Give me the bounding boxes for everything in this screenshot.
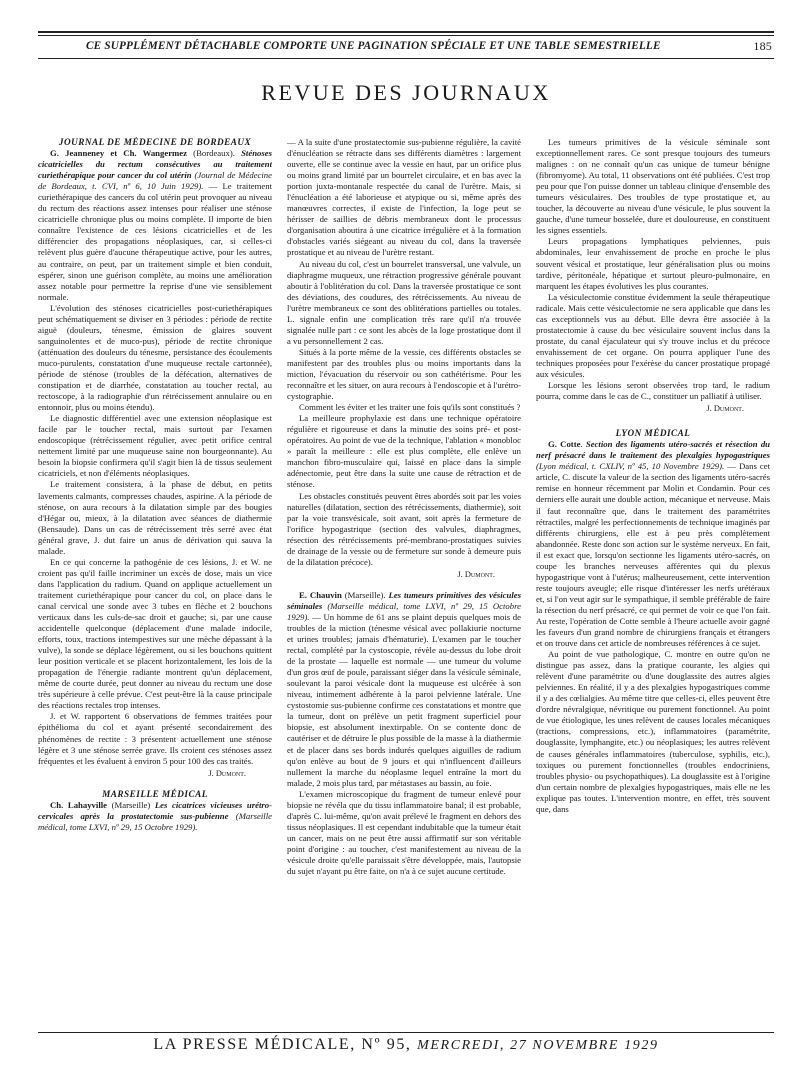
page-number: 185 [753,39,772,53]
article-1-source: (Journal de Médecine de Bordeaux, t. CVI, nº 6, 10 Juin 1929). [38,170,272,192]
article-3-paragraph: Leurs propagations lymphatiques pelviennes, puis abdominales, leur envahissement de proche en proche le plus souvent vésical et prostatique, leur généralisation plus ou moins tardive, péritonéale, hépatique et surtout pleuro-pulmonaire, en marquent les étapes évolutives les plus courantes. [536,236,770,291]
article-4-title: Section des ligaments utéro-sacrés et résection du nerf présacré dans le traitement des plexalgies hypogastriques [536,439,770,461]
article-1-intro [38,148,272,303]
article-1-paragraph: Le traitement consistera, à la phase de début, en petits lavements calmants, compresses chaudes, aspirine. A la période de sténose, on aura recours à la dilatation simple par des bougies d'Hégar ou, mieux, à la dilatation avec séances de diathermie (Bensaude). Dans un cas de rétrécissement très serré avec état général grave, J. dut faire un anus de dérivation qui sauva la malade. [38,479,272,556]
page-title: REVUE DES JOURNAUX [261,80,551,105]
article-4-place: . [580,439,586,450]
article-4-source: (Lyon médical, t. CXLIV, nº 45, 10 Novembre 1929). [536,461,725,472]
section-heading-lyon: LYON MÉDICAL [615,428,691,439]
header-rule-top-thin [38,35,774,36]
article-2-paragraph: Les obstacles constitués peuvent êtres abordés soit par les voies naturelles (dilatation, section des rétrécissements, diathermie), soit par la voie transvésicale, soit avant, soit après la fermeture de l'orifice hypogastrique (section des valvules, diaphragmes, résection des rétrécissements pré-membrano-prostatiques suivies de drainage de la vessie ou de fermeture sur sonde à demeure puis de la dilatation précoce). [287,490,521,567]
article-1-paragraph: Le diagnostic différentiel avec une extension néoplasique est facile par le toucher rectal, mais surtout par l'examen endoscopique (rétrécissement régulier, avec petit orifice central nettement limité par une muqueuse saine non bourgeonnante). Au besoin la biopsie confirmera qu'il s'agit bien là de tissus seulement cicatriciels, et non d'éléments néoplasiques. [38,413,272,479]
article-3-paragraph: Lorsque les lésions seront observées trop tard, le radium pourra, comme dans le cas de C., constituer un palliatif à utiliser. [536,380,770,402]
header-rule-bottom [38,58,774,59]
column-2 [287,137,521,1030]
article-3-source: (Marseille médical, tome LXVI, nº 29, 15 Octobre 1929). [287,600,521,622]
article-2-intro [38,800,272,833]
article-2-title: Les cicatrices vicieuses urétro-cervicales après la prostatectomie sus-pubienne [38,799,272,821]
article-2-paragraph: Situés à la porte même de la vessie, ces différents obstacles se manifestent par des troubles plus ou moins importants dans la miction, l'évacuation du réservoir ou son cathétérisme. Pour les reconnaître et les situer, on aura recours à l'endoscopie et à l'urétro-cystographie. [287,346,521,402]
article-1-paragraph: — Le traitement curiethérapique des cancers du col utérin peut provoquer au niveau du rectum des réactions assez intenses pour réaliser une sténose cicatricielle chronique plus ou moins complète. Il importe de bien connaître l'existence de ces lésions cicatricielles et de les différencier des propagations néoplasiques, car, si celles-ci relèvent plus guère d'aucune thérapeutique active, pour les autres, au contraire, on peut, par un traitement simple et bien conduit, espérer, sinon une guérison complète, au moins une amélioration assez notable pour permettre la reprise d'une vie sensiblement normale. [38,181,272,302]
article-2-paragraph: Au niveau du col, c'est un bourrelet transversal, une valvule, un diaphragme muqueux, une rétraction progressive générale pouvant aboutir à l'oblitération du col. Dans la traversée prostatique ce sont des déviations, des coudures, des rétrécissements. Au niveau de l'urètre membraneux ce sont des oblitérations partielles ou totales. L. signale enfin une complication très rare qu'il n'a trouvée signalée nulle part : ce sont les abcès de la loge prostatique dont il a vu personnellement 2 cas. [287,258,521,346]
article-1-place: (Bordeaux). [187,148,242,159]
article-4-paragraph: — Dans cet article, C. discute la valeur de la section des ligaments utéro-sacrés remise en honneur récemment par Molin et Condamin. Pour ces derniers elle aurait une double action, mécanique et nerveuse. Mais il faut reconnaître que, dans le traitement des paramétrites rétractiles, malgré les perfectionnements de technique imaginés par différents chirurgiens, elle est à peu près complètement abandonnée. Reste donc son action sur le système nerveux. En fait, il est exact que, lorsqu'on sectionne les ligaments utéro-sacrés, on coupe les branches nerveuses afférentes qui du plexus hypogastrique vont à l'utérus; malheureusement, cette intervention reste toujours aveugle; elle risque d'intéresser les nerfs urétéraux et, si l'on veut agir sur le sympathique, il semble préférable de faire la résection du nerf présacré, ce qui permet de voir ce que l'on fait. Au reste, l'opération de Cotte semble à l'heure actuelle avoir gagné les faveurs d'un grand nombre de chirurgiens français et étrangers et on trouve dans cet article de nombreuses références à ce sujet. [536,461,770,649]
footer-journal: LA PRESSE MÉDICALE, Nº 95, [153,1036,418,1053]
article-3-paragraph: Les tumeurs primitives de la vésicule séminale sont exceptionnellement rares. Ce sont presque toujours des tumeurs malignes : on ne connaît qu'un cas unique de tumeur bénigne (fibromyome). Au total, 11 observations ont été publiées. C'est trop peu pour que l'on puisse donner un tableau clinique d'ensemble des tumeurs vésiculaires. Des troubles de type prostatique et, au toucher, la découverte au niveau d'une vésicule, le plus souvent la gauche, d'une tumeur bosselée, dure et douloureuse, en constituent les signes essentiels. [536,137,770,236]
article-3-paragraph: — Un homme de 61 ans se plaint depuis quelques mois de troubles de la miction (ténesme vésical avec pollakiurie nocturne et urines troubles; jamais d'hématurie). L'examen par le toucher rectal, complété par la cystoscopie, révèle au-dessus du lobe droit de la prostate — laquelle est normale — une tumeur du volume d'un gros œuf de poule, paraissant siéger dans la vésicule séminale, soulevant la paroi vésicale dont la muqueuse est ulcérée à son niveau, intimement adhérente à la paroi pelvienne latérale. Une cystostomie sus-pubienne confirme ces constatations et montre que la tumeur, dont on prélève un petit fragment superficiel pour biopsie, est absolument inextirpable. On se contente donc de cautériser et de détruire le plus possible de la masse à la diathermie et de placer dans ses bords indurés quelques aiguilles de radium qu'on enlève au bout de 9 jours et qui n'influencent d'ailleurs nullement la marche du néoplasme lequel entraîne la mort du malade, 2 mois plus tard, par métastases au bassin, au foie. [287,611,521,788]
article-3-place: (Marseille). [341,589,389,600]
article-1-signature: J. Dumont. [208,768,246,778]
column-1 [38,137,272,1030]
article-4-intro [536,439,770,649]
article-4-authors: G. Cotte [548,439,581,450]
column-3 [536,137,770,1030]
article-1-paragraph: En ce qui concerne la pathogénie de ces lésions, J. et W. ne croient pas qu'il faille incriminer un excès de dose, mais un vice dans l'application du radium. Quand on applique actuellement un traitement curiethérapique pour cancer du col, on place dans le canal cervical une sonde avec 3 tubes en flèche et 2 bouchons verticaux dans les culs-de-sac droit et gauche; si, par une cause accidentelle quelconque (déplacement d'une malade indocile, efforts, toux, tractions intempestives sur une mèche dépassant à la vulve), la sonde se déplace légèrement, ou si les bouchons quittent leur position verticale et se placent horizontalement, les lois de la propagation de l'énergie radiante montrent qu'un déplacement, même de courte durée, peut donner au niveau du rectum une dose très supérieure à celle prévue. C'est peut-être là la cause principale des réactions rectales trop intenses. [38,556,272,711]
article-1-paragraph: L'évolution des sténoses cicatricielles post-curiethérapiques peut schématiquement se diviser en 3 périodes : période de rectite aiguë (douleurs, ténesme, émission de glaires souvent sanguinolentes et de muco-pus), période de rectite chronique (atténuation des douleurs du ténesme, persistance des écoulements muco-purulents, constatation d'une muqueuse rectale cartonnée), période de sténose (troubles de la défécation, alternatives de constipation et de diarrhée, constatation au toucher rectal, au rectoscope, à la radiographie d'un rétrécissement annulaire ou en entonnoir, plus ou moins étendu). [38,302,272,413]
article-3-signature: J. Dumont. [706,404,744,414]
running-header [38,38,774,56]
header-rule-top [38,31,774,33]
article-3-title: Les tumeurs primitives des vésicules séminales [287,589,521,611]
footer-rule [38,1032,774,1033]
article-columns [38,137,774,1030]
article-3-authors: E. Chauvin [299,589,342,600]
article-2-place: (Marseille) [107,799,155,810]
article-2-source: (Marseille médical, tome LXVI, nº 29, 15 Octobre 1929). [38,810,272,832]
article-2-signature: J. Dumont. [457,569,495,579]
article-2-paragraph: La meilleure prophylaxie est dans une technique opératoire régulière et rigoureuse et dans la minutie des soins pré- et post-opératoires. Au point de vue de la technique, l'ablation « monobloc » paraît la meilleure : elle est plus complète, elle enlève un manchon fibro-musculaire qui, laissé en place dans la simple adénectomie, peut être dans la suite une cause de rétraction et de sténose. [287,413,521,490]
article-2-paragraph: Comment les éviter et les traiter une fois qu'ils sont constitués ? [299,402,521,413]
article-1-authors: G. Jeanneney et Ch. Wangermez [50,148,187,159]
article-1-title: Sténoses cicatricielles du rectum consécutives au traitement curiethérapique pour cancer du col utérin [38,148,272,181]
article-1-paragraph: J. et W. rapportent 6 observations de femmes traitées pour épithélioma du col et ayant présenté secondairement des phénomènes de rectite : 3 présentent actuellement une sténose légère et 3 une sténose serrée grave. Ils croient ces sténoses assez fréquentes et les évaluent à environ 5 pour 100 des cas traités. [38,711,272,766]
section-heading-bordeaux: JOURNAL DE MÉDECINE DE BORDEAUX [58,137,252,147]
article-2-paragraph: — A la suite d'une prostatectomie sus-pubienne régulière, la cavité d'énucléation se rétracte dans ses différents diamètres : largement ouverte, elle se continue avec la vessie en haut, par un orifice plus ou moins grand limité par un bourrelet circulaire, et en bas avec la portion juxta-montanale respectée du canal de l'urètre. Mais, si l'énucléation a été laborieuse et atypique ou si, même après des manœuvres correctes, il existe de l'infection, la loge peut se hérisser de saillies de débris membraneux dont le processus d'organisation aboutira à une cicatrice irrégulière et à la formation d'obstacles variés siégeant au niveau du col, dans la traversée prostatique et au niveau de l'urètre restant. [287,137,521,258]
article-3-paragraph: L'examen microscopique du fragment de tumeur enlevé pour biopsie ne révéla que du tissu inflammatoire banal; il est probable, d'après C. lui-même, qu'on avait prélevé le fragment en dehors des tissus néoplasiques. Il est cependant indubitable que la tumeur était un cancer, mais on ne peut être aussi affirmatif sur son véritable point d'origine : au toucher, c'est manifestement au niveau de la vésicule droite qu'elle paraissait s'être développée, mais, l'autopsie du sujet n'ayant pu être faite, on n'a à ce sujet aucune certitude. [287,788,521,877]
article-3-paragraph: La vésiculectomie constitue évidemment la seule thérapeutique radicale. Mais cette vésiculectomie ne sera applicable que dans les cas exceptionnels vus au début. Elle devra être associée à la prostatectomie à cause du bec vésiculaire souvent inclus dans la prostate, du canal éjaculateur qui s'y trouve inclus et du précoce envahissement de cet organe. On pourra appliquer l'une des techniques proposées pour l'exérèse du cancer prostatique propagé aux vésicules. [536,291,770,379]
article-3-intro [287,590,521,789]
article-4-paragraph: Au point de vue pathologique, C. montre en outre qu'on ne distingue pas assez, dans la pratique courante, les algies qui relèvent d'une paramétrite ou d'une douglassite des autres algies pelviennes. En réalité, il y a des plexalgies hypogastriques comme il y a des cœlialgies. Au même titre que celles-ci, elles peuvent être d'ordre névralgique, névritique ou purement fonctionnel. Au point de vue étiologique, les unes relèvent de causes locales mécaniques (tractions, compressions, etc.), inflammatoires (paramétrite, douglassite, lymphangite, etc.) ou néoplasiques; les autres relèvent de causes générales inflammatoires (tuberculose, syphilis, etc.), toxiques ou purement fonctionnelles (troubles endocriniens, troubles physio- ou psychopathiques). La douglassite est à l'origine d'un certain nombre de plexalgies hypogastriques, mais elle ne les explique pas toutes. L'intervention montre, en effet, très souvent que, dans [536,649,770,814]
article-2-authors: Ch. Lahayville [50,799,108,810]
journal-page [38,0,774,1082]
page-footer [38,1036,774,1054]
footer-date: MERCREDI, 27 NOVEMBRE 1929 [417,1038,659,1053]
section-heading-marseille: MARSEILLE MÉDICAL [102,788,208,799]
supplement-notice: CE SUPPLÉMENT DÉTACHABLE COMPORTE UNE PAGINATION SPÉCIALE ET UNE TABLE SEMESTRIELLE [86,40,661,52]
